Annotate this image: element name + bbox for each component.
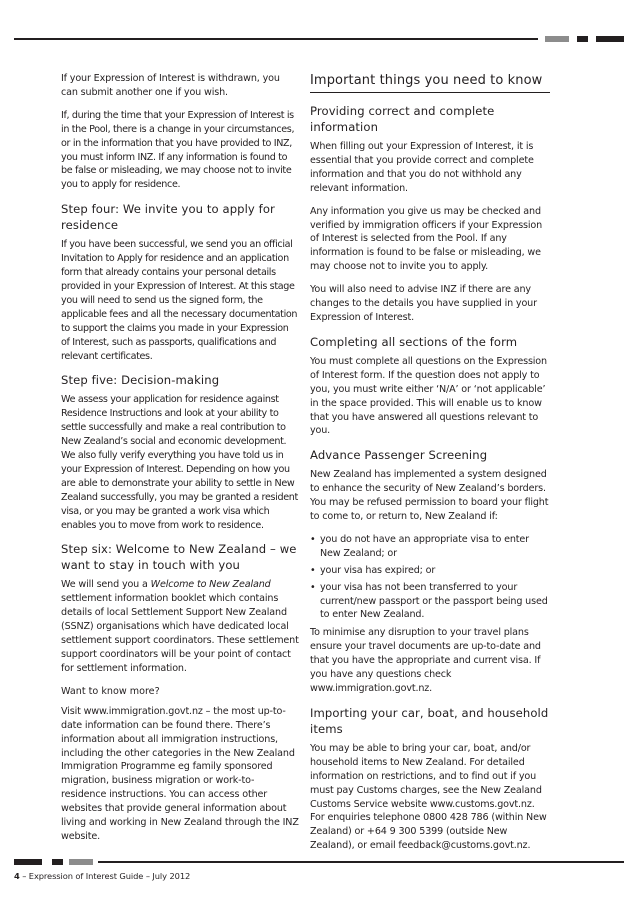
list-item: • your visa has not been transferred to your current/new passport or the passport being used to enter New Zealand. <box>310 581 550 623</box>
list-item: • your visa has expired; or <box>310 564 550 578</box>
footer-text: – Expression of Interest Guide – July 2012 <box>19 871 191 881</box>
step-five-paragraph: We assess your application for residence against Residence Instructions and look at your ability to settle successfully and make a real contribution to New Zealand’s social and economic development. We also fully verify everything you have told us in your Expression of Interest. Depending on how you are able to demonstrate your ability to settle in New Zealand successfully, you may be granted a resident visa, or you may be granted a work visa which enables you to move from work to residence. <box>61 394 298 531</box>
completing-sections-paragraph: You must complete all questions on the Expression of Interest form. If the question does not apply to you, you must write either ‘N/A’ or ‘not applicable’ in the space provided. This will enable us to know that you have answered all questions relevant to you. <box>310 355 547 437</box>
list-item: • you do not have an appropriate visa to enter New Zealand; or <box>310 533 550 561</box>
page-number: 4 <box>14 871 20 881</box>
left-column <box>61 72 299 853</box>
passenger-screening-heading: Advance Passenger Screening <box>310 448 488 463</box>
correct-information-paragraph-3: You will also need to advise INZ if there are any changes to the details you have supplied in your Expression of Interest. <box>310 284 537 323</box>
passenger-screening-list <box>310 533 550 622</box>
step-four-heading: Step four: We invite you to apply for residence <box>61 202 275 233</box>
step-five-heading: Step five: Decision-making <box>61 373 220 388</box>
footer-grey-block <box>69 859 93 865</box>
welcome-booklet-title: Welcome to New Zealand <box>150 579 271 591</box>
correct-information-paragraph-1: When filling out your Expression of Interest, it is essential that you provide correct and complete information and that you do not withhold any relevant information. <box>310 141 534 194</box>
step-six-text-post: settlement information booklet which contains details of local Settlement Support New Zealand (SSNZ) organisations which have dedicated local settlement support coordinators. These settlement support coordinators will be your point of contact for settlement information. <box>61 593 299 674</box>
header-square <box>577 36 588 42</box>
want-to-know-more-paragraph: Visit www.immigration.govt.nz – the most up-to-date information can be found there. There’s information about all immigration instructions, including the other categories in the New Zealand Immigration Programme eg family sponsored migration, business migration or work-to-residence instructions. You can access other websites that provide general information about living and working in New Zealand through the INZ website. <box>61 705 299 842</box>
step-six-text-pre: We will send you a <box>61 579 151 591</box>
correct-information-paragraph-2: Any information you give us may be checked and verified by immigration officers if your Expression of Interest is selected from the Pool. If any information is found to be false or misleading, we may choose not to invite you to apply. <box>310 205 543 273</box>
importing-items-heading: Importing your car, boat, and household items <box>310 705 549 736</box>
page-footer <box>14 871 190 881</box>
change-paragraph: If, during the time that your Expression of Interest is in the Pool, there is a change in your circumstances, or in the information that you have provided to INZ, you must inform INZ. If any information is found to be false or misleading, we may choose not to invite you to apply for residence. <box>61 109 295 191</box>
correct-information-heading: Providing correct and complete information <box>310 104 495 134</box>
withdrawn-paragraph: If your Expression of Interest is withdrawn, you can submit another one if you wish. <box>61 73 280 98</box>
header-grey-block <box>545 36 569 42</box>
important-things-heading: Important things you need to know <box>310 72 550 93</box>
passenger-screening-paragraph-2: To minimise any disruption to your travel plans ensure your travel documents are up-to-date and that you have the appropriate and current visa. If you have any questions check www.immigration.govt.nz. <box>310 627 541 694</box>
header-block <box>596 36 624 42</box>
step-four-paragraph: If you have been successful, we send you an official Invitation to Apply for residence and an application form that already contains your personal details provided in your Expression of Interest. At this stage you will need to send us the signed form, the applicable fees and all the necessary documentation to support the claims you made in your Expression of Interest, such as passports, qualifications and relevant certificates. <box>61 239 298 362</box>
footer-block <box>14 859 42 865</box>
importing-items-paragraph: You may be able to bring your car, boat, and/or household items to New Zealand. For detailed information on restrictions, and to find out if you must pay Customs charges, see the New Zealand Customs Service website www.customs.govt.nz. For enquiries telephone 0800 428 786 (within New Zealand) or +64 9 300 5399 (outside New Zealand), or email feedback@customs.govt.nz. <box>310 742 547 852</box>
step-six-heading: Step six: Welcome to New Zealand – we want to stay in touch with you <box>61 542 297 573</box>
passenger-screening-paragraph-1: New Zealand has implemented a system designed to enhance the security of New Zealand’s borders. You may be refused permission to board your flight to come to, or return to, New Zealand if: <box>310 469 549 523</box>
completing-sections-heading: Completing all sections of the form <box>310 334 518 349</box>
want-to-know-more-heading: Want to know more? <box>61 685 160 697</box>
step-six-paragraph <box>61 578 299 675</box>
header-rule <box>14 38 538 40</box>
right-column <box>310 72 550 862</box>
footer-square <box>52 859 63 865</box>
